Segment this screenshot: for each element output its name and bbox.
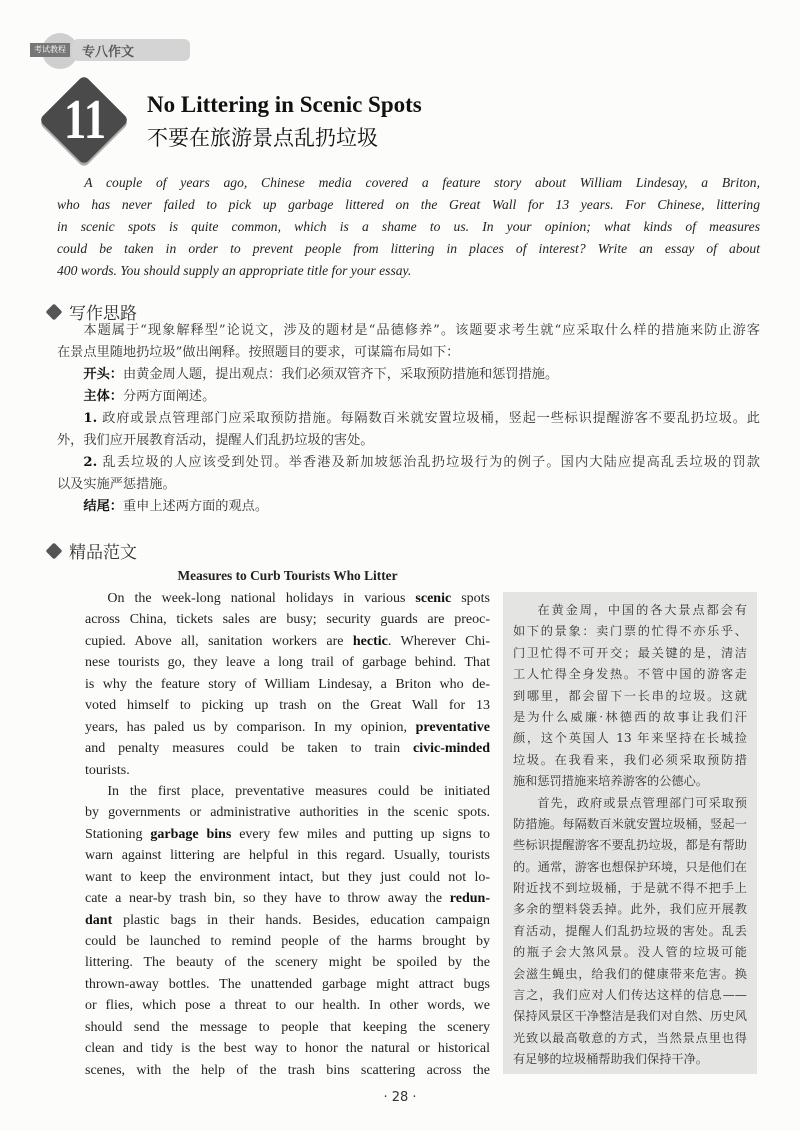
text-line bbox=[57, 194, 760, 216]
text-line bbox=[513, 985, 747, 1006]
text-line bbox=[85, 695, 490, 716]
text-run: littering. The beauty of the scenery might be spoiled by the bbox=[85, 955, 490, 971]
section-heading-label: 写作思路 bbox=[69, 304, 137, 324]
text-line bbox=[513, 1028, 747, 1049]
text-run: 在景点里随地扔垃圾”做出阐释。按照题目的要求，可谋篇布局如下： bbox=[57, 345, 460, 360]
text-run: 附近找不到垃圾桶，于是就不得不把手上 bbox=[513, 881, 747, 896]
bold-keyword: preventative bbox=[415, 719, 490, 735]
text-run: cate a near-by trash bin, so they have to throw away the bbox=[85, 891, 450, 907]
unit-title-en: No Littering in Scenic Spots bbox=[147, 92, 422, 117]
text-line bbox=[85, 974, 490, 995]
text-line bbox=[85, 888, 490, 909]
text-line bbox=[513, 793, 747, 814]
text-run: Stationing bbox=[85, 826, 151, 842]
bold-keyword: 开头： bbox=[83, 367, 123, 382]
text-line bbox=[85, 717, 490, 738]
section-heading-sample bbox=[45, 538, 137, 563]
text-run: 多余的塑料袋丢掉。此外，我们应开展教 bbox=[513, 902, 747, 917]
text-line bbox=[513, 878, 747, 899]
text-line bbox=[57, 408, 760, 430]
text-line bbox=[57, 452, 760, 474]
text-run: 到哪里，都会留下一长串的垃圾。这就 bbox=[513, 688, 747, 703]
text-run: who has never failed to pick up garbage littered on the Great Wall for 13 years. For Chinese, littering bbox=[57, 197, 760, 212]
sample-essay-body bbox=[85, 588, 490, 1081]
text-run: 外，我们应开展教育活动，提醒人们乱扔垃圾的害处。 bbox=[57, 433, 374, 448]
text-run: 光致以最高敬意的方式，当然景点里也得 bbox=[513, 1030, 747, 1045]
text-line bbox=[513, 921, 747, 942]
text-line bbox=[513, 621, 747, 642]
text-run: could be launched to remind people of the harms brought by bbox=[85, 934, 490, 949]
text-run: nese tourists go, they leave a long trail of garbage behind. That bbox=[85, 655, 490, 671]
text-line bbox=[513, 686, 747, 707]
text-run: A couple of years ago, Chinese media covered a feature story about William Lindesay, a Briton, bbox=[84, 175, 760, 190]
text-run: 工人忙得全身发热。不管中国的游客走 bbox=[513, 667, 747, 682]
text-line bbox=[513, 750, 747, 771]
text-run: 政府或景点管理部门应采取预防措施。每隔数百米就安置垃圾桶，竖起一些标识提醒游客不要乱扔垃圾。此 bbox=[97, 411, 760, 426]
diamond-bullet-icon bbox=[46, 543, 63, 560]
text-line bbox=[57, 238, 760, 260]
text-line bbox=[57, 216, 760, 238]
text-run: 垃圾。在我看来，我们必须采取预防措 bbox=[513, 752, 747, 767]
text-line bbox=[85, 738, 490, 759]
bold-keyword: redun- bbox=[449, 891, 490, 907]
bold-keyword: 1. bbox=[83, 411, 98, 426]
text-line bbox=[85, 760, 490, 781]
text-run: 会滋生蝇虫，给我们的健康带来危害。换 bbox=[513, 966, 747, 981]
bold-keyword: 主体： bbox=[83, 389, 123, 404]
text-run: clean and tidy is the best way to honor the natural or historical bbox=[85, 1041, 490, 1057]
section-heading-label: 精品范文 bbox=[69, 543, 137, 563]
text-run: In the first place, preventative measures could be initiated bbox=[107, 783, 490, 799]
text-run: 分两方面阐述。 bbox=[122, 389, 216, 404]
translation-body bbox=[513, 600, 747, 1071]
text-run: years, has paled us by comparison. In my opinion, bbox=[85, 719, 416, 735]
text-line bbox=[513, 857, 747, 878]
text-line bbox=[57, 364, 760, 386]
text-run: 有足够的垃圾桶帮助我们保持干净。 bbox=[513, 1052, 708, 1067]
bold-keyword: garbage bins bbox=[150, 826, 232, 842]
text-run: scenes, with the help of the trash bins scattering across the bbox=[85, 1062, 490, 1078]
bold-keyword: scenic bbox=[415, 591, 452, 606]
text-run: or flies, which pose a threat to our health. In other words, we bbox=[85, 998, 490, 1014]
text-line bbox=[57, 430, 760, 452]
text-run: could be taken in order to prevent people from littering in places of interest? Write an essay of about bbox=[57, 241, 760, 256]
text-line bbox=[57, 386, 760, 408]
text-run: by governments or administrative authorities in the scenic spots. bbox=[85, 805, 490, 821]
text-line bbox=[513, 964, 747, 985]
text-run: 是为什么威廉·林德西的故事让我们汗 bbox=[513, 709, 747, 724]
text-line bbox=[85, 802, 490, 823]
text-run: 保持风景区干净整洁是我们对自然、历史风 bbox=[513, 1009, 747, 1024]
text-line bbox=[513, 707, 747, 728]
text-line bbox=[57, 342, 760, 364]
text-line bbox=[513, 899, 747, 920]
text-line bbox=[513, 1006, 747, 1027]
text-run: warn against littering are helpful in this regard. Usually, tourists bbox=[85, 848, 490, 864]
text-run: 在黄金周，中国的各大景点都会有 bbox=[537, 603, 747, 617]
text-run: thrown-away bottles. The unattended garbage might attract bugs bbox=[85, 976, 490, 992]
essay-prompt bbox=[57, 172, 760, 282]
text-line bbox=[513, 664, 747, 685]
text-line bbox=[513, 1049, 747, 1070]
text-line bbox=[85, 631, 490, 652]
bold-keyword: hectic bbox=[352, 633, 388, 649]
text-run: 颜，这个英国人 13 年来坚持在长城捡 bbox=[513, 731, 747, 746]
text-line bbox=[85, 867, 490, 888]
bold-keyword: 2. bbox=[83, 455, 98, 470]
text-line bbox=[85, 931, 490, 952]
bold-keyword: civic-minded bbox=[413, 741, 490, 757]
page-number: · 28 · bbox=[383, 1090, 417, 1105]
translation-box bbox=[503, 592, 757, 1074]
text-line bbox=[85, 674, 490, 695]
text-line bbox=[513, 814, 747, 835]
bold-keyword: dant bbox=[85, 912, 113, 928]
text-line bbox=[57, 172, 760, 194]
text-line bbox=[85, 845, 490, 866]
text-run: voted himself to picking up trash on the Great Wall for 13 bbox=[85, 698, 490, 714]
text-run: cupied. Above all, sanitation workers are bbox=[85, 633, 353, 649]
series-badge bbox=[30, 33, 162, 59]
text-run: 防措施。每隔数百米就安置垃圾桶，竖起一 bbox=[513, 816, 747, 831]
text-line bbox=[85, 995, 490, 1016]
text-run: is why the feature story of William Lindesay, a Briton who de- bbox=[85, 676, 490, 692]
text-run: 重申上述两方面的观点。 bbox=[122, 499, 269, 514]
text-run: across China, tickets sales are busy; security guards are preoc- bbox=[85, 612, 490, 628]
text-run: On the week-long national holidays in various bbox=[107, 591, 416, 606]
essay-title: Measures to Curb Tourists Who Litter bbox=[177, 568, 398, 583]
text-run: 本题属于“现象解释型”论说文，涉及的题材是“品德修养”。该题要求考生就“应采取什么样的措施来防止游客 bbox=[83, 323, 760, 338]
text-line bbox=[85, 1060, 490, 1081]
unit-title-zh: 不要在旅游景点乱扔垃圾 bbox=[147, 126, 378, 150]
text-run: 门卫忙得不可开交；最关键的是，清洁 bbox=[513, 645, 747, 660]
text-run: 以及实施严惩措施。 bbox=[57, 477, 176, 492]
text-run: 400 words. You should supply an appropriate title for your essay. bbox=[57, 263, 412, 278]
text-line bbox=[513, 728, 747, 749]
text-line bbox=[85, 910, 490, 931]
text-line bbox=[85, 652, 490, 673]
diamond-bullet-icon bbox=[46, 304, 63, 321]
writing-plan-body bbox=[57, 320, 760, 518]
text-run: 如下的景象：卖门票的忙得不亦乐乎、 bbox=[513, 624, 747, 639]
text-run: 乱丢垃圾的人应该受到处罚。举香港及新加坡惩治乱扔垃圾行为的例子。国内大陆应提高乱丢垃圾的罚款 bbox=[97, 455, 760, 470]
text-line bbox=[85, 609, 490, 630]
text-line bbox=[85, 952, 490, 973]
text-line bbox=[85, 1038, 490, 1059]
text-run: every few miles and putting up signs to bbox=[231, 826, 491, 842]
text-run: want to keep the environment intact, but they just could not lo- bbox=[85, 869, 490, 885]
text-line bbox=[57, 320, 760, 342]
text-line bbox=[513, 643, 747, 664]
text-run: spots bbox=[451, 591, 490, 606]
text-line bbox=[513, 835, 747, 856]
text-run: 的瓶子会大煞风景。没人管的垃圾可能 bbox=[513, 945, 747, 960]
text-run: 由黄金周人题，提出观点：我们必须双管齐下，采取预防措施和惩罚措施。 bbox=[122, 367, 559, 382]
publisher-logo: 考试教程 bbox=[30, 43, 70, 57]
text-line bbox=[513, 600, 747, 621]
text-run: 言之，我们应对人们传达这样的信息—— bbox=[513, 988, 747, 1003]
text-line bbox=[85, 781, 490, 802]
series-label: 专八作文 bbox=[82, 45, 135, 60]
text-run: 育活动，提醒人们乱扔垃圾的害处。乱丢 bbox=[513, 923, 747, 938]
text-run: and penalty measures could be taken to train bbox=[85, 741, 413, 757]
text-line bbox=[513, 942, 747, 963]
bold-keyword: 结尾： bbox=[83, 499, 123, 514]
text-line bbox=[85, 824, 490, 845]
text-run: 首先，政府或景点管理部门可采取预 bbox=[537, 795, 747, 810]
text-line bbox=[85, 1017, 490, 1038]
text-run: should send the message to people that keeping the scenery bbox=[85, 1019, 490, 1035]
unit-number: 11 bbox=[63, 89, 107, 151]
text-run: 的。通常，游客也想保护环境，只是他们在 bbox=[513, 859, 747, 874]
text-run: tourists. bbox=[85, 762, 130, 778]
text-run: in scenic spots is quite common, which is a shame to us. In your opinion; what kinds of measures bbox=[57, 219, 760, 234]
text-line bbox=[57, 496, 760, 518]
text-run: . Wherever Chi- bbox=[387, 633, 490, 649]
text-line bbox=[85, 588, 490, 609]
text-run: 些标识提醒游客不要乱扔垃圾，都是有帮助 bbox=[513, 838, 747, 853]
text-line bbox=[57, 260, 760, 282]
text-run: plastic bags in their hands. Besides, education campaign bbox=[112, 912, 490, 928]
text-line bbox=[57, 474, 760, 496]
text-line bbox=[513, 771, 747, 792]
text-run: 施和惩罚措施来培养游客的公德心。 bbox=[513, 774, 708, 789]
